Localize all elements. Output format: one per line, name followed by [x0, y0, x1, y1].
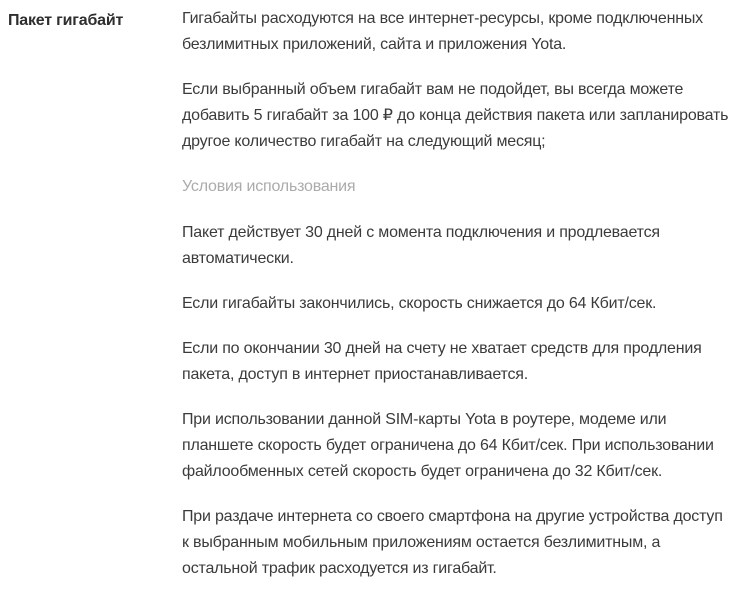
condition-paragraph: Если по окончании 30 дней на счету не хватает средств для продления пакета, доступ в интернет приостанавливается. — [182, 340, 702, 383]
detail-description — [182, 6, 730, 601]
condition-paragraph: Пакет действует 30 дней с момента подключения и продлевается автоматически. — [182, 224, 660, 267]
condition-paragraph: Если гигабайты закончились, скорость снижается до 64 Кбит/сек. — [182, 295, 657, 312]
usage-conditions-label: Условия использования — [182, 178, 356, 195]
condition-paragraph: При использовании данной SIM-карты Yota в роутере, модеме или планшете скорость будет ограничена до 64 Кбит/сек. При использовании файлообменных сетей скорость будет ограничена до 32 Кбит/сек. — [182, 411, 714, 480]
condition-paragraph: При раздаче интернета со своего смартфона на другие устройства доступ к выбранным мобильным приложениям остается безлимитным, а остальной трафик расходуется из гигабайт. — [182, 508, 723, 577]
intro-paragraph: Если выбранный объем гигабайт вам не подойдет, вы всегда можете добавить 5 гигабайт за 100 ₽ до конца действия пакета или запланировать другое количество гигабайт на следующий месяц; — [182, 81, 729, 150]
detail-term-heading: Пакет гигабайт — [8, 12, 124, 29]
intro-paragraph: Гигабайты расходуются на все интернет-ресурсы, кроме подключенных безлимитных приложений, сайта и приложения Yota. — [182, 10, 703, 53]
